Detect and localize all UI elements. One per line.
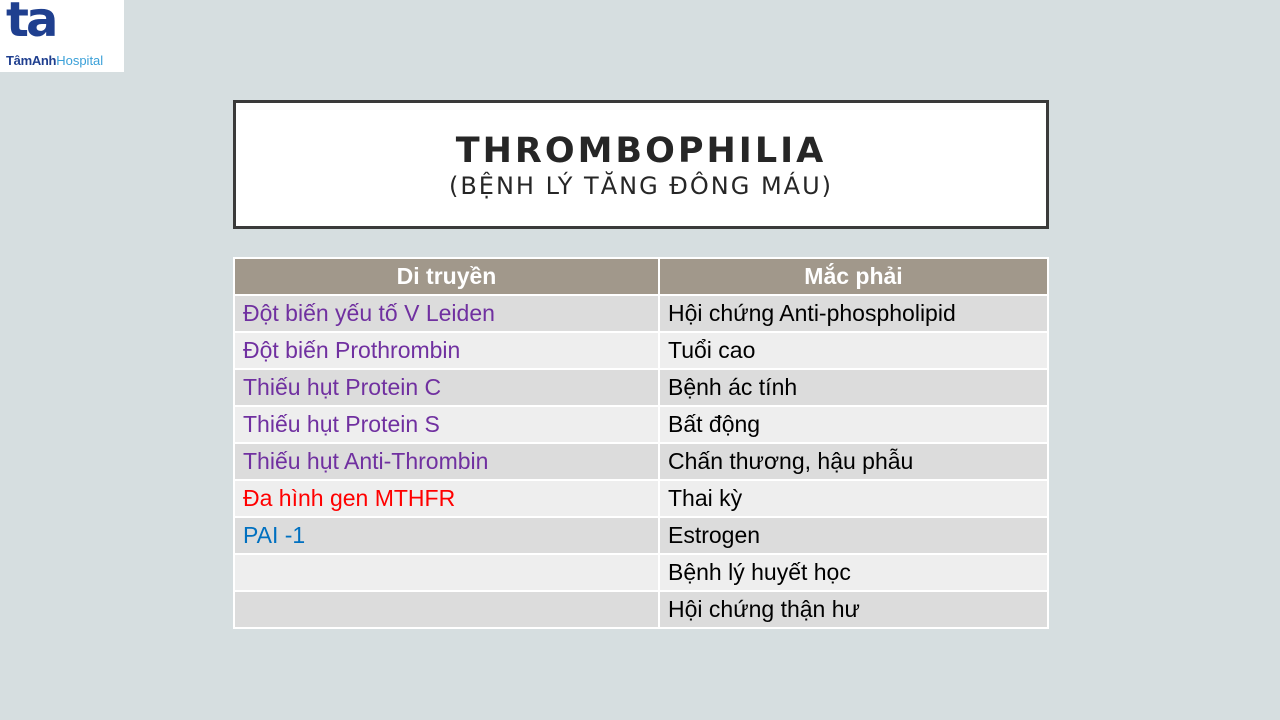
logo-name-main: TâmAnh bbox=[6, 53, 57, 68]
table-row bbox=[234, 554, 1048, 591]
slide-subtitle: (BỆNH LÝ TĂNG ĐÔNG MÁU) bbox=[448, 172, 834, 200]
hereditary-cell: Đa hình gen MTHFR bbox=[234, 480, 659, 517]
table-row bbox=[234, 480, 1048, 517]
table-row bbox=[234, 295, 1048, 332]
table-row bbox=[234, 332, 1048, 369]
acquired-cell: Bất động bbox=[659, 406, 1048, 443]
table-row bbox=[234, 406, 1048, 443]
header-hereditary: Di truyền bbox=[234, 258, 659, 295]
acquired-cell: Hội chứng thận hư bbox=[659, 591, 1048, 628]
acquired-cell: Hội chứng Anti-phospholipid bbox=[659, 295, 1048, 332]
acquired-cell: Bệnh lý huyết học bbox=[659, 554, 1048, 591]
hereditary-cell: PAI -1 bbox=[234, 517, 659, 554]
acquired-cell: Estrogen bbox=[659, 517, 1048, 554]
thrombophilia-table bbox=[233, 257, 1049, 629]
header-acquired: Mắc phải bbox=[659, 258, 1048, 295]
title-box bbox=[233, 100, 1049, 229]
hereditary-cell: Thiếu hụt Protein C bbox=[234, 369, 659, 406]
table-header-row bbox=[234, 258, 1048, 295]
acquired-cell: Thai kỳ bbox=[659, 480, 1048, 517]
hereditary-cell: Đột biến yếu tố V Leiden bbox=[234, 295, 659, 332]
table-row bbox=[234, 591, 1048, 628]
logo-name-accent: Hospital bbox=[56, 53, 104, 68]
hereditary-cell: Thiếu hụt Protein S bbox=[234, 406, 659, 443]
logo-mark: ta bbox=[6, 0, 56, 48]
acquired-cell: Chấn thương, hậu phẫu bbox=[659, 443, 1048, 480]
logo-wordmark bbox=[6, 54, 103, 67]
table-row bbox=[234, 443, 1048, 480]
hereditary-cell: Thiếu hụt Anti-Thrombin bbox=[234, 443, 659, 480]
acquired-cell: Bệnh ác tính bbox=[659, 369, 1048, 406]
table-row bbox=[234, 369, 1048, 406]
hospital-logo bbox=[0, 0, 124, 72]
hereditary-cell bbox=[234, 591, 659, 628]
acquired-cell: Tuổi cao bbox=[659, 332, 1048, 369]
slide-title: THROMBOPHILIA bbox=[455, 131, 827, 171]
hereditary-cell: Đột biến Prothrombin bbox=[234, 332, 659, 369]
table-row bbox=[234, 517, 1048, 554]
hereditary-cell bbox=[234, 554, 659, 591]
